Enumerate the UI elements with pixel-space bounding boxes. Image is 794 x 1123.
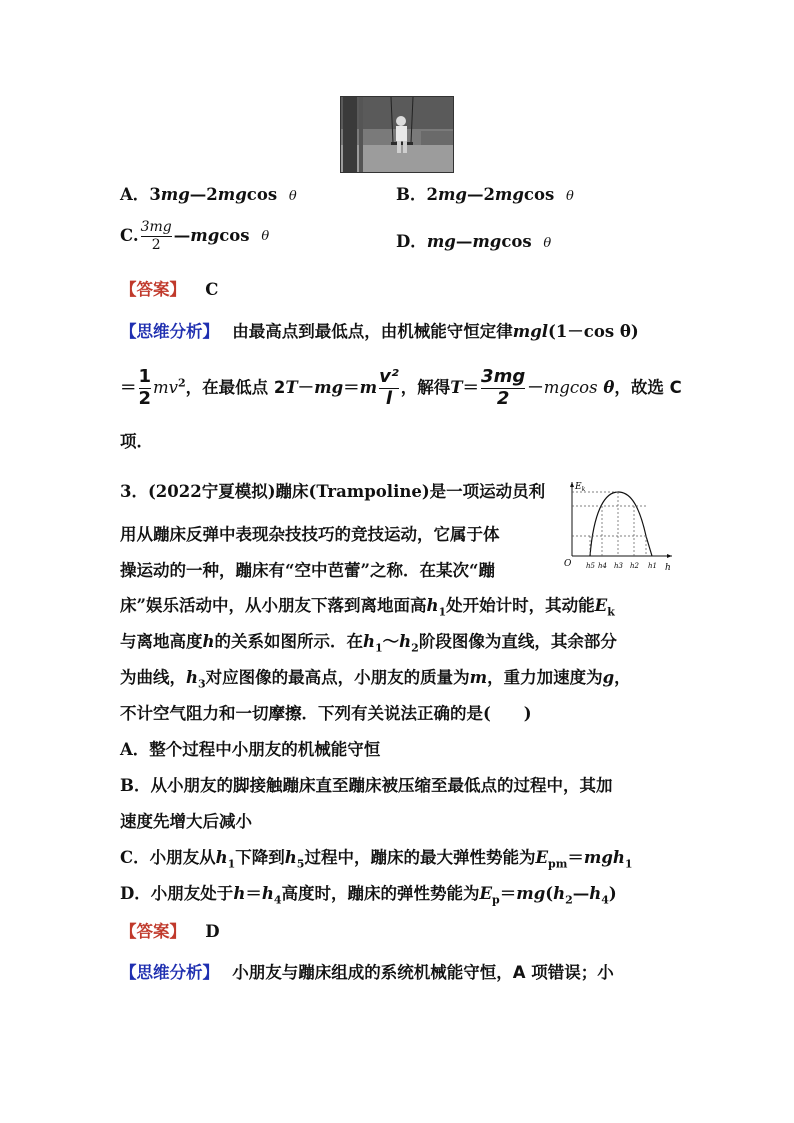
- q3-option-c: C．小朋友从$h_1$下降到$h_5$过程中，蹦床的最大弹性势能为$E_{pm}=mgh_1$: [120, 848, 633, 871]
- q3-line3: 操运动的一种，蹦床有“空中芭蕾”之称．在某次“蹦: [120, 561, 495, 580]
- analysis-1-line1: 【思维分析】 由最高点到最低点，由机械能守恒定律mgl(1－cos θ): [120, 322, 639, 341]
- tick-h4: h4: [598, 562, 607, 570]
- line-segment: [646, 536, 652, 556]
- tick-h5: h5: [586, 562, 595, 570]
- q3-line2: 用从蹦床反弹中表现杂技技巧的竞技运动，它属于体: [120, 525, 500, 544]
- option-d: D．mg—mgcos θ: [396, 232, 552, 251]
- q3-option-d: D．小朋友处于$h=h_4$高度时，蹦床的弹性势能为$E_p=mg(h_2—h_4)$: [120, 884, 617, 907]
- y-axis-label: $E_k$: [575, 482, 586, 493]
- option-b: B．2mg—2mgcos θ: [396, 185, 574, 204]
- swing-photo: [340, 96, 454, 173]
- x-axis-label: h: [665, 563, 671, 573]
- answer-2: 【答案】 D: [120, 922, 220, 941]
- analysis-1-line3: 项．: [120, 432, 153, 451]
- q3-option-a: A．整个过程中小朋友的机械能守恒: [120, 740, 381, 759]
- q3-line4: 床”娱乐活动中，从小朋友下落到离地面高$h_1$处开始计时，其动能$E_k$: [120, 596, 615, 619]
- analysis-2: 【思维分析】 小朋友与蹦床组成的系统机械能守恒，A 项错误；小: [120, 963, 614, 982]
- q3-line6: 为曲线，$h_3$对应图像的最高点，小朋友的质量为m，重力加速度为g，: [120, 668, 631, 691]
- ek-h-graph: [562, 478, 678, 576]
- answer-1: 【答案】 C: [120, 280, 219, 299]
- tick-h1: h1: [648, 562, 657, 570]
- q3-line7: 不计空气阻力和一切摩擦．下列有关说法正确的是( ): [120, 704, 532, 723]
- option-c: C. $\frac{3mg}{2}$ —mgcos θ: [120, 219, 270, 253]
- q3-line1: 3．(2022宁夏模拟)蹦床(Trampoline)是一项运动员利: [120, 482, 546, 501]
- analysis-1-line2: ＝ $\frac{1}{2}$ $mv^2$，在最低点 2T－mg＝m $\frac{\text{v²}}{l}$ ，解得T＝ $\frac{3mg}{2}$ －mgcos θ，故选 C: [120, 366, 682, 409]
- q3-option-b-line1: B．从小朋友的脚接触蹦床直至蹦床被压缩至最低点的过程中，其加: [120, 776, 613, 795]
- origin-label: O: [564, 559, 572, 569]
- tick-h3: h3: [614, 562, 623, 570]
- q3-option-b-line2: 速度先增大后减小: [120, 812, 252, 831]
- option-a: A．3mg—2mgcos θ: [120, 185, 297, 204]
- tick-h2: h2: [630, 562, 639, 570]
- q3-line5: 与离地高度h的关系如图所示．在$h_1\sim h_2$阶段图像为直线，其余部分: [120, 632, 617, 655]
